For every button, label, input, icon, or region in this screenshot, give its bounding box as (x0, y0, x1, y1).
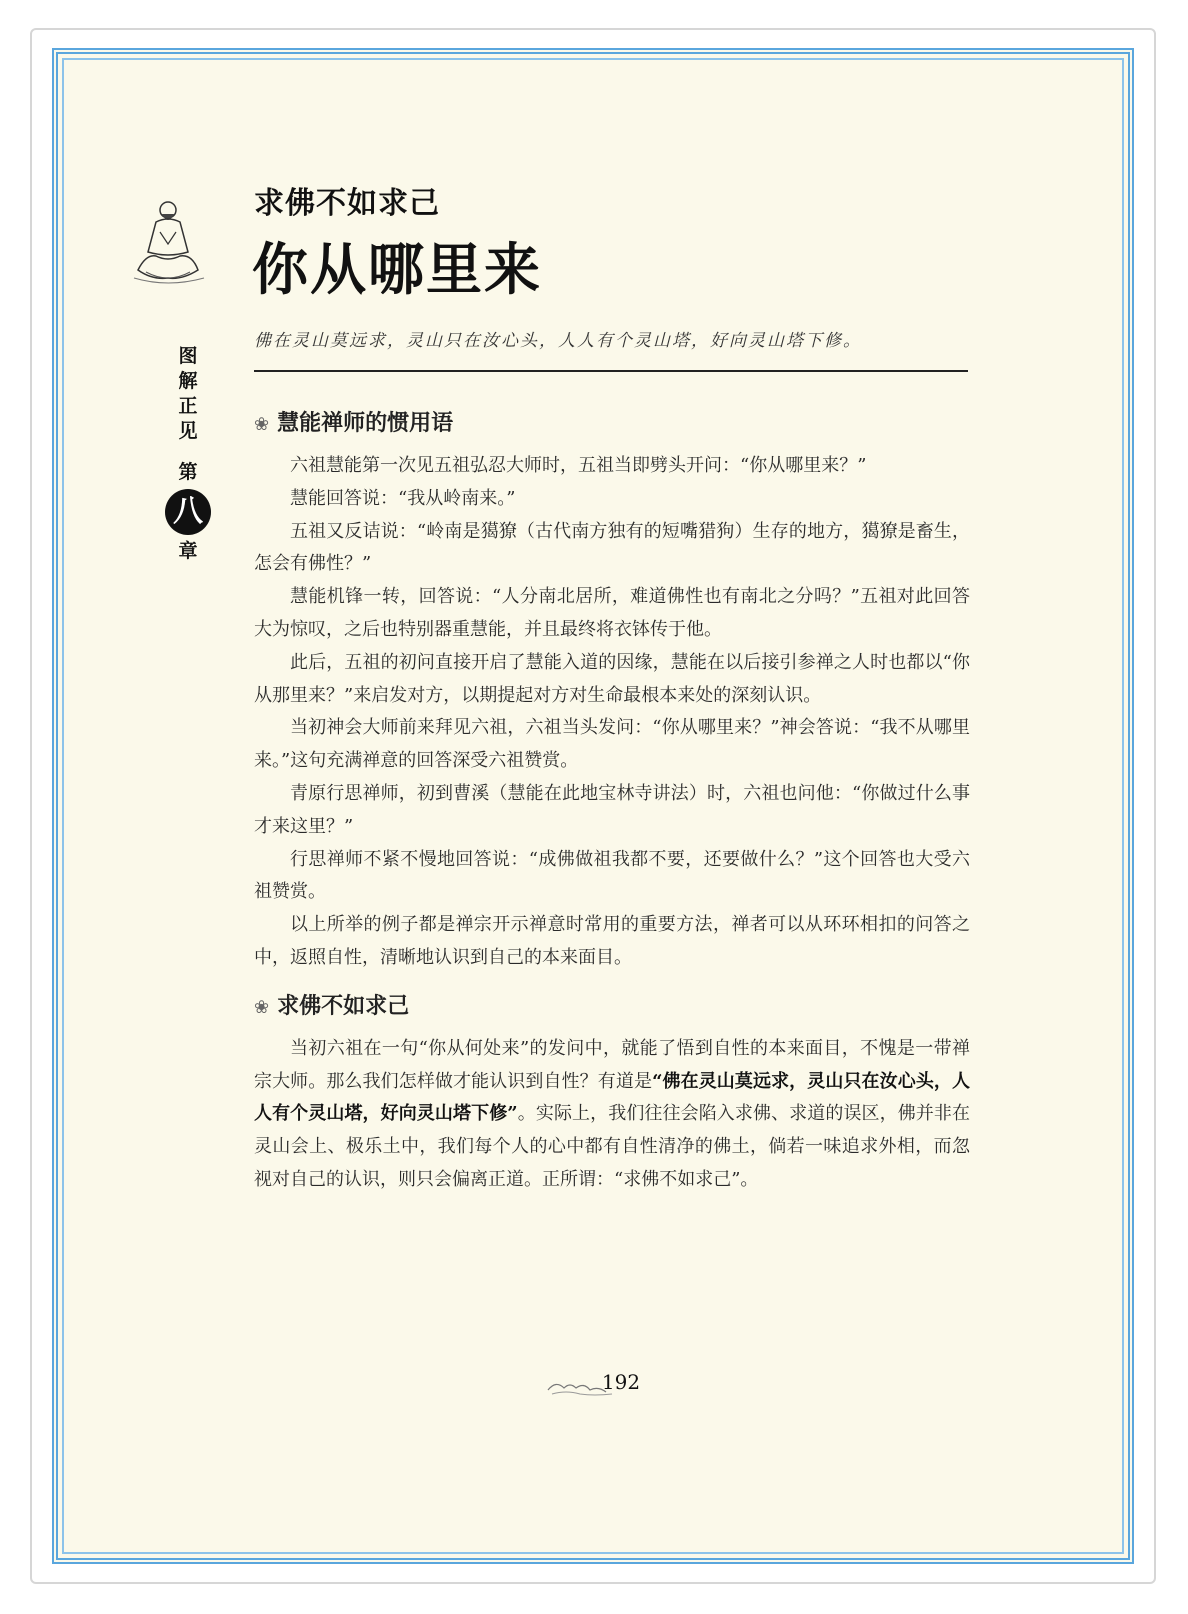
section-heading-text: 慧能禅师的惯用语 (277, 410, 454, 436)
paragraph: 以上所举的例子都是禅宗开示禅意时常用的重要方法，禅者可以从环环相扣的问答之中，返照自性，清晰地认识到自己的本来面目。 (254, 914, 970, 968)
paragraph-text: 。实际上，我们往往会陷入求佛、求道的误区，佛并非在灵山会上、极乐土中，我们每个人的心中都有自性清净的佛土，倘若一味追求外相，而忽视对自己的认识，则只会偏离正道。正所谓：“求佛不如求己”。 (254, 1103, 971, 1190)
paragraph: 行思禅师不紧不慢地回答说：“成佛做祖我都不要，还要做什么？”这个回答也大受六祖赞赏。 (254, 848, 970, 903)
book-char: 解 (178, 370, 198, 392)
page-subtitle: 求佛不如求己 (254, 186, 440, 221)
lotus-icon: ❀ (254, 414, 270, 435)
book-char: 见 (178, 420, 198, 442)
book-char: 图 (178, 345, 198, 367)
chapter-di: 第 (178, 461, 198, 483)
book-page (52, 48, 1134, 1564)
page-title: 你从哪里来 (252, 237, 542, 303)
section-heading (254, 406, 970, 442)
paragraph-text: 当初六祖在一句“你从何处来”的发问中，就能了悟到自性的本来面目，不愧是一带禅宗大师。那么我们怎样做才能认识到自性？有道是 (254, 1037, 970, 1092)
bold-quote: “佛在灵山莫远求，灵山只在汝心头，人人有个灵山塔，好向灵山塔下修” (254, 1070, 971, 1125)
section-heading (254, 989, 970, 1025)
article-body (254, 406, 970, 1197)
chapter-zhang: 章 (178, 540, 198, 562)
chapter-label (170, 344, 206, 564)
paragraph: 当初神会大师前来拜见六祖，六祖当头发问：“你从哪里来？”神会答说：“我不从哪里来。”这句充满禅意的回答深受六祖赞赏。 (254, 717, 970, 772)
book-char: 正 (178, 395, 198, 417)
paragraph: 青原行思禅师，初到曹溪（慧能在此地宝林寺讲法）时，六祖也问他：“你做过什么事才来这里？” (254, 782, 970, 837)
paragraph (254, 1033, 970, 1197)
chapter-number: 八 (165, 489, 211, 535)
paragraph: 六祖慧能第一次见五祖弘忍大师时，五祖当即劈头开问：“你从哪里来？” (290, 455, 867, 476)
lotus-icon: ❀ (254, 996, 270, 1018)
epigraph: 佛在灵山莫远求，灵山只在汝心头，人人有个灵山塔，好向灵山塔下修。 (254, 331, 862, 351)
page-number-text: 192 (601, 1370, 641, 1394)
page-number (546, 1370, 656, 1400)
monk-illustration (126, 192, 210, 292)
paragraph: 慧能机锋一转，回答说：“人分南北居所，难道佛性也有南北之分吗？”五祖对此回答大为惊叹，之后也特别器重慧能，并且最终将衣钵传于他。 (254, 586, 970, 640)
section-heading-text: 求佛不如求己 (277, 992, 410, 1019)
paragraph: 五祖又反诘说：“岭南是獦獠（古代南方独有的短嘴猎狗）生存的地方，獦獠是畜生，怎会有佛性？” (254, 520, 970, 575)
paragraph: 慧能回答说：“我从岭南来。” (290, 487, 516, 509)
paragraph: 此后，五祖的初问直接开启了慧能入道的因缘，慧能在以后接引参禅之人时也都以“你从那里来？”来启发对方，以期提起对方对生命最根本来处的深刻认识。 (254, 651, 970, 706)
divider (254, 370, 968, 372)
